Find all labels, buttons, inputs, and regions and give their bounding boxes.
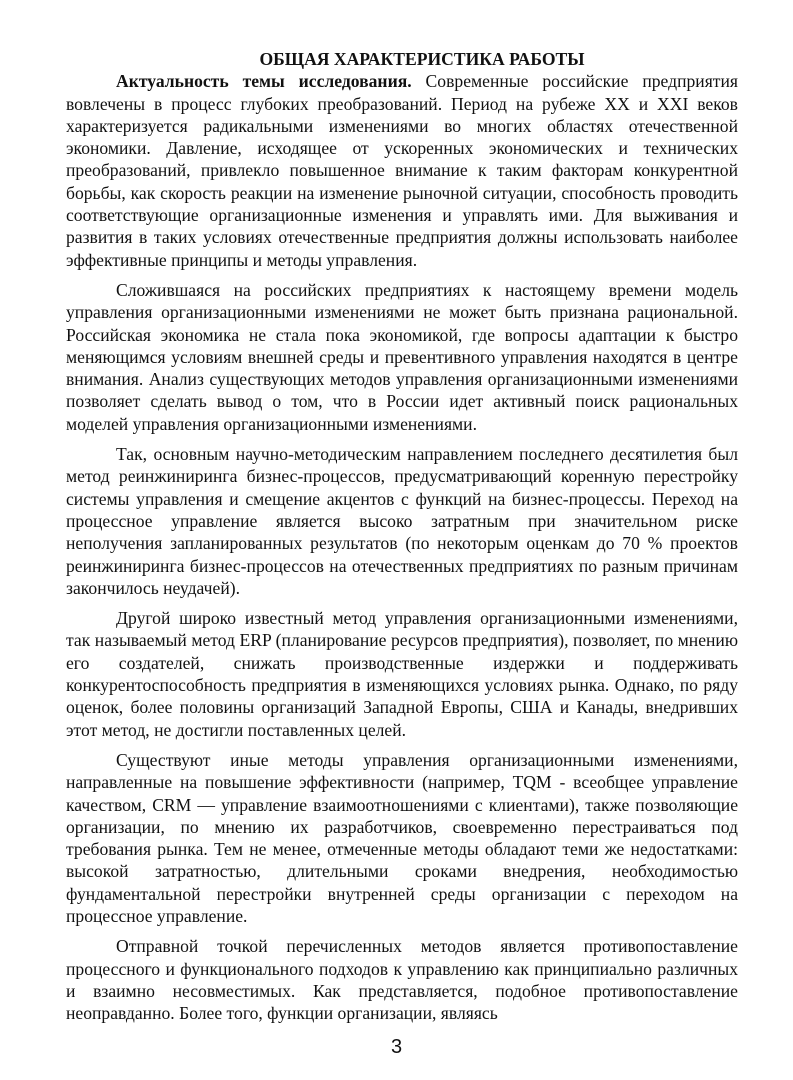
- paragraph-text: Отправной точкой перечисленных методов является противопоставление процессного и функционального подходов к управлению как принципиально различных и взаимно несовместимых. Как представляется, подобное противопоставление неоправданно. Более того, функции организации, являясь: [66, 936, 738, 1024]
- paragraph-3: [66, 443, 738, 599]
- paragraph-6: [66, 935, 738, 1024]
- paragraph-text: Так, основным научно-методическим направлением последнего десятилетия был метод реинжиниринга бизнес-процессов, предусматривающий коренную перестройку системы управления и смещение акцентов с функций на бизнес-процессы. Переход на процессное управление является высоко затратным при значительном риске неполучения запланированных результатов (по некоторым оценкам до 70 % проектов реинжиниринга бизнес-процессов на отечественных предприятиях по разным причинам закончилось неудачей).: [66, 444, 738, 598]
- paragraph-relevance: [66, 70, 738, 271]
- paragraph-lead: Актуальность темы исследования.: [116, 71, 412, 92]
- page-number: 3: [390, 1036, 403, 1058]
- paragraph-text: Современные российские предприятия вовлечены в процесс глубоких преобразований. Период на рубеже XX и XXI веков характеризуется радикальными изменениями во многих областях отечественной экономики. Давление, исходящее от ускоренных экономических и технических преобразований, привлекло повышенное внимание к таким факторам конкурентной борьбы, как скорость реакции на изменение рыночной ситуации, способность проводить соответствующие организационные изменения и управлять ими. Для выживания и развития в таких условиях отечественные предприятия должны использовать наиболее эффективные принципы и методы управления.: [66, 71, 738, 270]
- paragraph-text: Другой широко известный метод управления организационными изменениями, так называемый метод ERP (планирование ресурсов предприятия), позволяет, по мнению его создателей, снижать производственные издержки и поддерживать конкурентоспособность предприятия в изменяющихся условиях рынка. Однако, по ряду оценок, более половины организаций Западной Европы, США и Канады, внедривших этот метод, не достигли поставленных целей.: [66, 608, 738, 740]
- paragraph-5: [66, 749, 738, 927]
- document-body: [66, 48, 738, 1024]
- paragraph-4: [66, 607, 738, 741]
- page-title: ОБЩАЯ ХАРАКТЕРИСТИКА РАБОТЫ: [259, 49, 585, 69]
- paragraph-text: Сложившаяся на российских предприятиях к настоящему времени модель управления организационными изменениями не может быть признана рациональной. Российская экономика не стала пока экономикой, где вопросы адаптации к быстро меняющимся условиям внешней среды и превентивного управления находятся в центре внимания. Анализ существующих методов управления организационными изменениями позволяет сделать вывод о том, что в России идет активный поиск рациональных моделей управления организационными изменениями.: [66, 279, 738, 434]
- paragraph-2: [66, 279, 738, 435]
- paragraph-text: Существуют иные методы управления организационными изменениями, направленные на повышение эффективности (например, TQM - всеобщее управление качеством, CRM — управление взаимоотношениями с клиентами), также позволяющие организации, по мнению их разработчиков, своевременно перестраиваться под требования рынка. Тем не менее, отмеченные методы обладают теми же недостатками: высокой затратностью, длительными сроками внедрения, необходимостью фундаментальной перестройки внутренней среды организации с переходом на процессное управление.: [66, 749, 738, 926]
